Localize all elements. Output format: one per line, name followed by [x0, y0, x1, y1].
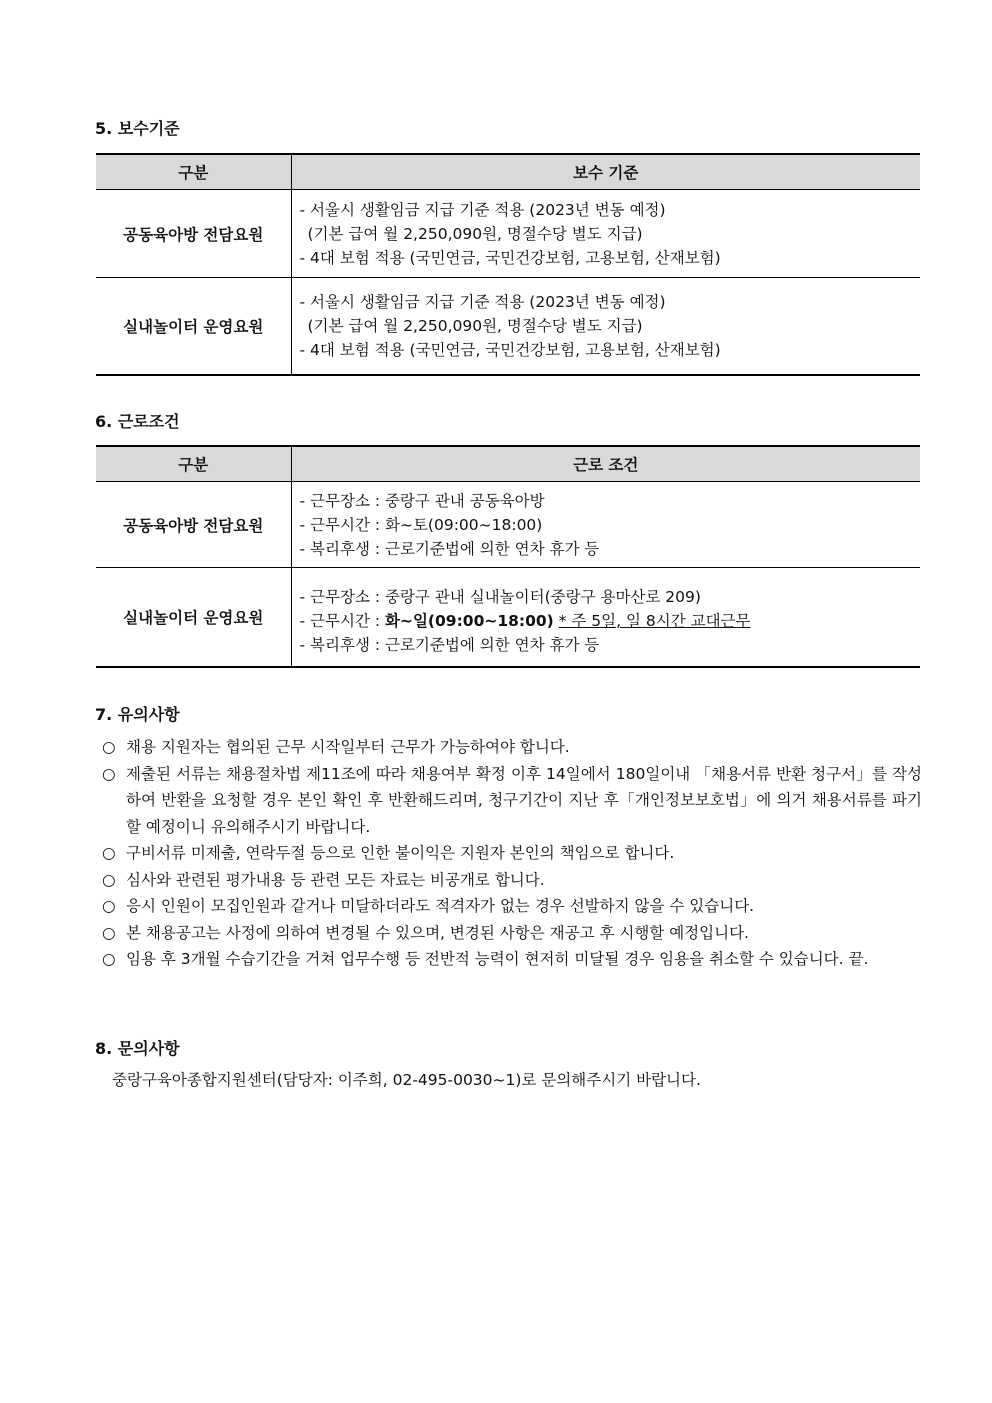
section-6-title: 6. 근로조건 [95, 412, 180, 431]
table-row [96, 190, 920, 278]
circle-bullet-icon: ○ [102, 738, 116, 756]
value-line [300, 609, 921, 633]
circle-bullet-icon: ○ [102, 764, 116, 783]
section-5-title: 5. 보수기준 [95, 119, 180, 138]
value-prefix: - 근무시간 : [299, 612, 385, 631]
table-row [96, 482, 920, 568]
header-working-conditions: 근로 조건 [291, 446, 920, 482]
note-text: 응시 인원이 모집인원과 같거나 미달하더라도 적격자가 없는 경우 선발하지 않을 수 있습니다. [126, 897, 755, 915]
notes-list [102, 734, 922, 973]
circle-bullet-icon: ○ [102, 923, 116, 942]
circle-bullet-icon: ○ [102, 870, 116, 889]
value-line: - 근무장소 : 중랑구 관내 공동육아방 [299, 491, 545, 510]
header-salary-standard: 보수 기준 [291, 154, 920, 190]
list-item [102, 840, 922, 867]
row-label: 실내놀이터 운영요원 [96, 278, 291, 375]
note-text: 심사와 관련된 평가내용 등 관련 모든 자료는 비공개로 합니다. [126, 870, 545, 889]
row-value [291, 190, 920, 278]
table-header-row [96, 154, 920, 190]
list-item [102, 893, 922, 920]
note-text: 채용 지원자는 협의된 근무 시작일부터 근무가 가능하여야 합니다. [126, 738, 570, 756]
circle-bullet-icon: ○ [102, 897, 116, 915]
value-line: (기본 급여 월 2,250,090원, 명절수당 별도 지급) [307, 224, 643, 243]
shift-note-underlined: * 주 5일, 일 8시간 교대근무 [558, 612, 751, 631]
value-line: (기본 급여 월 2,250,090원, 명절수당 별도 지급) [307, 316, 643, 335]
row-value [291, 568, 920, 667]
value-line: - 4대 보험 적용 (국민연금, 국민건강보험, 고용보험, 산재보험) [299, 340, 721, 359]
list-item [102, 761, 922, 841]
row-label: 공동육아방 전담요원 [96, 190, 291, 278]
working-hours-bold: 화~일(09:00~18:00) [385, 612, 554, 631]
note-text: 본 채용공고는 사정에 의하여 변경될 수 있으며, 변경된 사항은 재공고 후 시행할 예정입니다. [126, 923, 749, 942]
table-row [96, 278, 920, 375]
list-item [102, 946, 922, 973]
salary-table [96, 153, 920, 376]
list-item [102, 734, 922, 761]
row-label: 공동육아방 전담요원 [96, 482, 291, 568]
header-category: 구분 [96, 154, 291, 190]
section-7-title: 7. 유의사항 [95, 705, 180, 724]
circle-bullet-icon: ○ [102, 950, 116, 968]
working-conditions-table [96, 445, 920, 668]
table-header-row [96, 446, 920, 482]
note-text: 구비서류 미제출, 연락두절 등으로 인한 불이익은 지원자 본인의 책임으로 합니다. [126, 844, 675, 862]
value-line: - 서울시 생활임금 지급 기준 적용 (2023년 변동 예정) [299, 292, 666, 311]
contact-text: 중랑구육아종합지원센터(담당자: 이주희, 02-495-0030~1)로 문의해주시기 바랍니다. [112, 1071, 701, 1089]
value-line: - 근무장소 : 중랑구 관내 실내놀이터(중랑구 용마산로 209) [299, 588, 701, 607]
header-category: 구분 [96, 446, 291, 482]
row-label: 실내놀이터 운영요원 [96, 568, 291, 667]
circle-bullet-icon: ○ [102, 844, 116, 862]
list-item [102, 867, 922, 894]
list-item [102, 920, 922, 947]
row-value [291, 482, 920, 568]
row-value [291, 278, 920, 375]
value-line: - 복리후생 : 근로기준법에 의한 연차 휴가 등 [299, 636, 600, 655]
value-line: - 4대 보험 적용 (국민연금, 국민건강보험, 고용보험, 산재보험) [299, 248, 721, 267]
note-text: 제출된 서류는 채용절차법 제11조에 따라 채용여부 확정 이후 14일에서 180일이내 「채용서류 반환 청구서」를 작성하여 반환을 요청할 경우 본인 확인 후 반환해드리며, 청구기간이 지난 후「개인정보보호법」에 의거 채용서류를 파기 할 예정이니 유의해주시기 바랍니다. [126, 764, 922, 836]
value-line: - 복리후생 : 근로기준법에 의한 연차 휴가 등 [299, 539, 600, 558]
note-text: 임용 후 3개월 수습기간을 거쳐 업무수행 등 전반적 능력이 현저히 미달될 경우 임용을 취소할 수 있습니다. 끝. [126, 950, 869, 968]
value-line: - 근무시간 : 화~토(09:00~18:00) [299, 515, 543, 534]
section-8-title: 8. 문의사항 [95, 1039, 180, 1058]
value-line: - 서울시 생활임금 지급 기준 적용 (2023년 변동 예정) [299, 200, 666, 219]
table-row [96, 568, 920, 667]
